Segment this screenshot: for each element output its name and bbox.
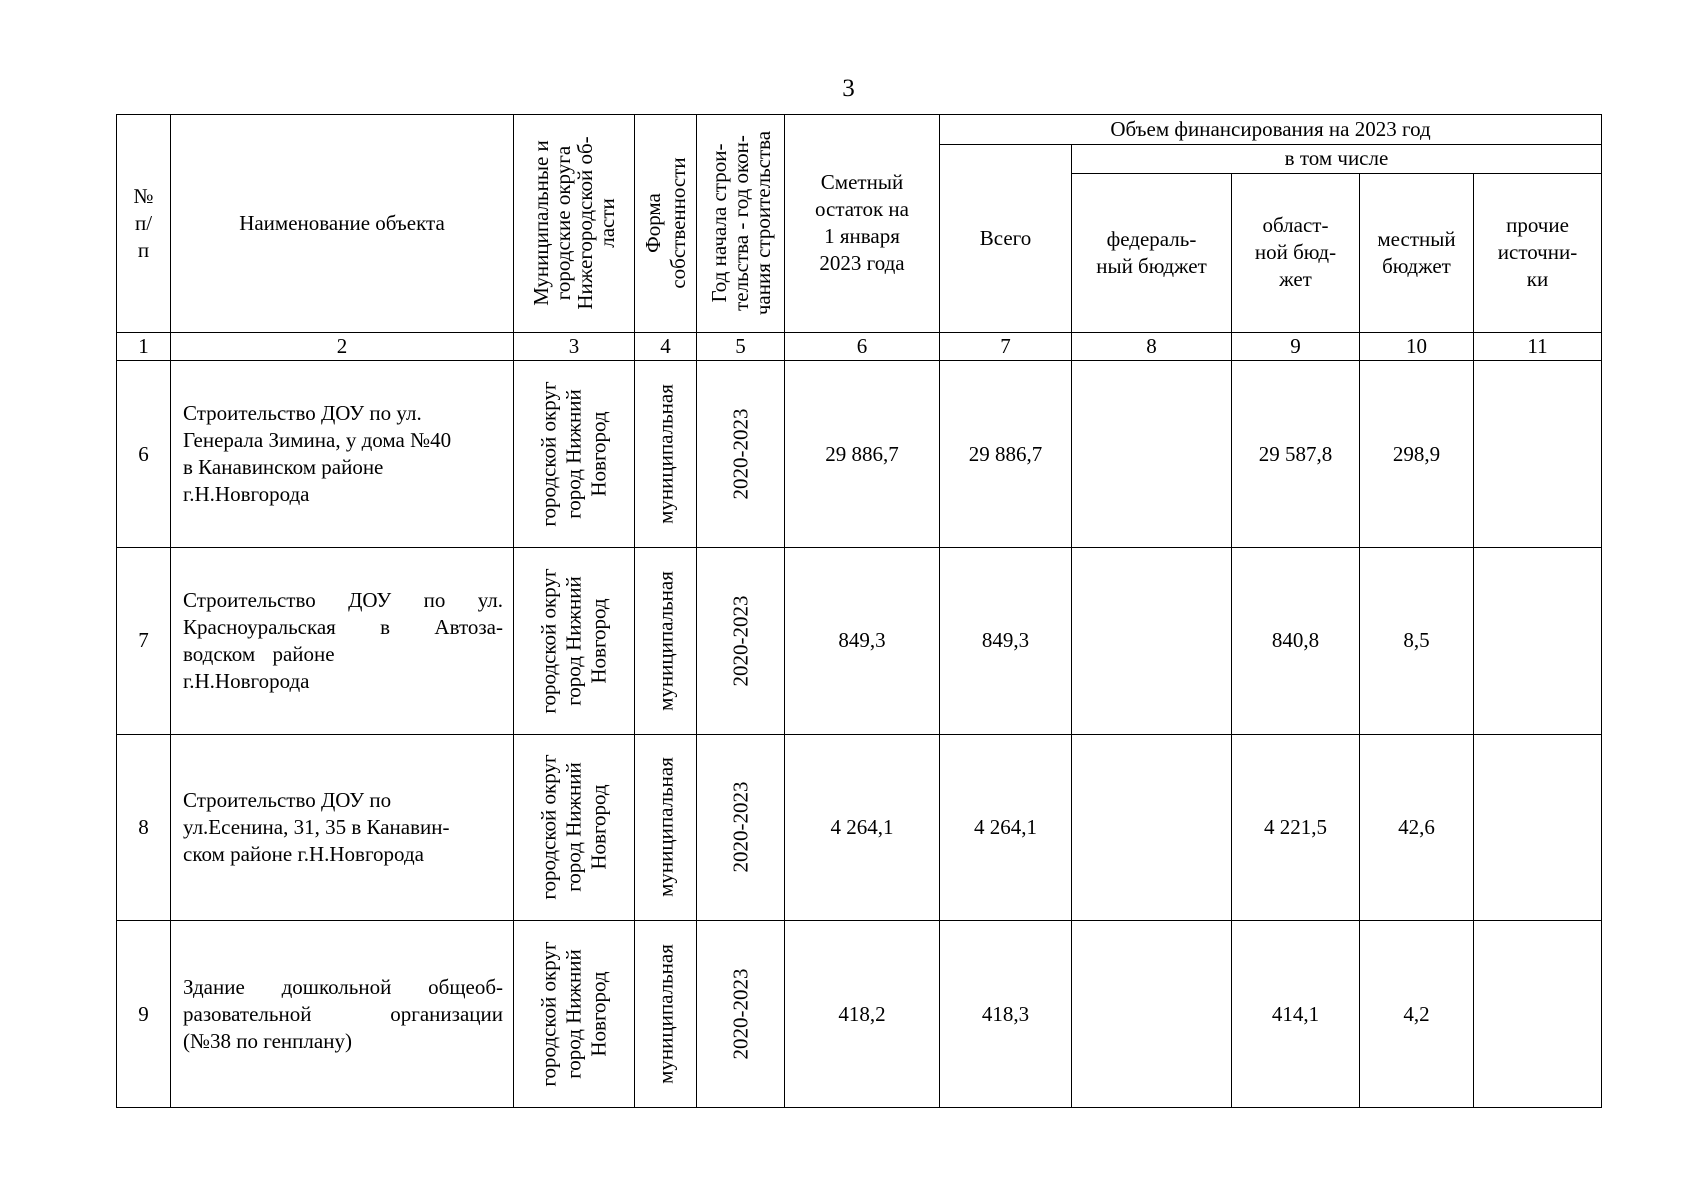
column-number: 6 [785,332,940,360]
years: 2020-2023 [697,547,785,734]
other-value [1474,361,1602,548]
column-number: 10 [1360,332,1474,360]
years: 2020-2023 [697,734,785,921]
financing-table [116,114,1602,1108]
ownership: муниципальная [635,547,697,734]
total-value: 4 264,1 [940,734,1072,921]
header-municipality: Муниципальные и городские округа Нижегородской об- ласти [514,115,635,333]
municipality: городской округ город Нижний Новгород [514,921,635,1108]
column-number: 3 [514,332,635,360]
local-value: 42,6 [1360,734,1474,921]
row-number: 8 [117,734,171,921]
header-federal: федераль- ный бюджет [1072,173,1232,332]
header-ownership: Форма собственности [635,115,697,333]
total-value: 849,3 [940,547,1072,734]
other-value [1474,547,1602,734]
column-number: 8 [1072,332,1232,360]
regional-value: 29 587,8 [1232,361,1360,548]
local-value: 8,5 [1360,547,1474,734]
header-local: местный бюджет [1360,173,1474,332]
years: 2020-2023 [697,921,785,1108]
header-including: в том числе [1072,145,1602,173]
column-number: 7 [940,332,1072,360]
regional-value: 4 221,5 [1232,734,1360,921]
object-name: Строительство ДОУ по ул. Генерала Зимина, у дома №40 в Канавинском районе г.Н.Новгорода [171,361,514,548]
municipality: городской округ город Нижний Новгород [514,361,635,548]
other-value [1474,921,1602,1108]
column-number-row [117,332,1602,360]
object-name: Строительство ДОУ по ул. Красноуральская в Автоза- водском районе г.Н.Новгорода [171,547,514,734]
row-number: 7 [117,547,171,734]
estimate-value: 418,2 [785,921,940,1108]
federal-value [1072,547,1232,734]
estimate-value: 29 886,7 [785,361,940,548]
regional-value: 840,8 [1232,547,1360,734]
row-number: 6 [117,361,171,548]
header-total: Всего [940,145,1072,333]
column-number: 1 [117,332,171,360]
ownership: муниципальная [635,361,697,548]
header-funding-group: Объем финансирования на 2023 год [940,115,1602,145]
total-value: 418,3 [940,921,1072,1108]
federal-value [1072,361,1232,548]
years: 2020-2023 [697,361,785,548]
table-row [117,547,1602,734]
table-row [117,734,1602,921]
federal-value [1072,921,1232,1108]
total-value: 29 886,7 [940,361,1072,548]
ownership: муниципальная [635,921,697,1108]
header-object-name: Наименование объекта [171,115,514,333]
federal-value [1072,734,1232,921]
other-value [1474,734,1602,921]
header-estimate: Сметный остаток на 1 января 2023 года [785,115,940,333]
municipality: городской округ город Нижний Новгород [514,734,635,921]
regional-value: 414,1 [1232,921,1360,1108]
municipality: городской округ город Нижний Новгород [514,547,635,734]
row-number: 9 [117,921,171,1108]
column-number: 5 [697,332,785,360]
estimate-value: 4 264,1 [785,734,940,921]
ownership: муниципальная [635,734,697,921]
estimate-value: 849,3 [785,547,940,734]
table-row [117,361,1602,548]
column-number: 9 [1232,332,1360,360]
column-number: 4 [635,332,697,360]
local-value: 4,2 [1360,921,1474,1108]
object-name: Строительство ДОУ по ул.Есенина, 31, 35 в Канавин- ском районе г.Н.Новгорода [171,734,514,921]
header-num: № п/ п [117,115,171,333]
header-years: Год начала строи- тельства - год окон- чания строительства [697,115,785,333]
object-name: Здание дошкольной общеоб- разовательной организации (№38 по генплану) [171,921,514,1108]
header-regional: област- ной бюд- жет [1232,173,1360,332]
table-row [117,921,1602,1108]
page-number: 3 [842,75,855,102]
column-number: 11 [1474,332,1602,360]
header-other: прочие источни- ки [1474,173,1602,332]
column-number: 2 [171,332,514,360]
local-value: 298,9 [1360,361,1474,548]
